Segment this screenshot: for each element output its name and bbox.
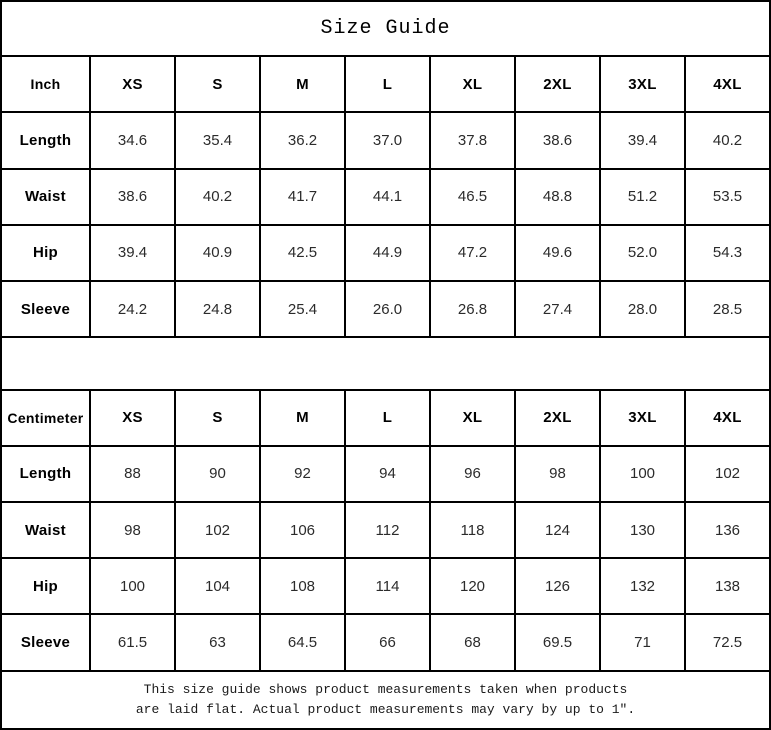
value-cell: 66 <box>345 614 430 670</box>
column-header-xl: XL <box>430 56 515 112</box>
column-header-4xl: 4XL <box>685 390 770 446</box>
value-cell: 130 <box>600 502 685 558</box>
cm-header-row <box>1 390 770 446</box>
value-cell: 27.4 <box>515 281 600 337</box>
row-label-waist: Waist <box>1 169 90 225</box>
value-cell: 71 <box>600 614 685 670</box>
column-header-2xl: 2XL <box>515 56 600 112</box>
row-label-sleeve: Sleeve <box>1 281 90 337</box>
value-cell: 49.6 <box>515 225 600 281</box>
column-header-3xl: 3XL <box>600 56 685 112</box>
table-row <box>1 169 770 225</box>
value-cell: 48.8 <box>515 169 600 225</box>
column-header-s: S <box>175 56 260 112</box>
value-cell: 100 <box>90 558 175 614</box>
value-cell: 37.0 <box>345 112 430 168</box>
value-cell: 88 <box>90 446 175 502</box>
table-row <box>1 281 770 337</box>
value-cell: 100 <box>600 446 685 502</box>
row-label-hip: Hip <box>1 558 90 614</box>
table-row <box>1 225 770 281</box>
value-cell: 106 <box>260 502 345 558</box>
value-cell: 98 <box>90 502 175 558</box>
value-cell: 39.4 <box>90 225 175 281</box>
value-cell: 53.5 <box>685 169 770 225</box>
column-header-4xl: 4XL <box>685 56 770 112</box>
table-row <box>1 502 770 558</box>
value-cell: 42.5 <box>260 225 345 281</box>
value-cell: 68 <box>430 614 515 670</box>
value-cell: 132 <box>600 558 685 614</box>
measurement-note <box>1 671 770 729</box>
row-label-waist: Waist <box>1 502 90 558</box>
value-cell: 108 <box>260 558 345 614</box>
inch-header-row <box>1 56 770 112</box>
value-cell: 102 <box>685 446 770 502</box>
row-label-length: Length <box>1 112 90 168</box>
value-cell: 64.5 <box>260 614 345 670</box>
value-cell: 51.2 <box>600 169 685 225</box>
spacer-row <box>1 337 770 389</box>
value-cell: 40.2 <box>175 169 260 225</box>
measurement-note-line1: This size guide shows product measurements taken when products <box>143 681 628 697</box>
row-label-hip: Hip <box>1 225 90 281</box>
value-cell: 124 <box>515 502 600 558</box>
column-header-s: S <box>175 390 260 446</box>
value-cell: 126 <box>515 558 600 614</box>
value-cell: 92 <box>260 446 345 502</box>
column-header-2xl: 2XL <box>515 390 600 446</box>
value-cell: 28.0 <box>600 281 685 337</box>
table-row <box>1 558 770 614</box>
value-cell: 136 <box>685 502 770 558</box>
value-cell: 112 <box>345 502 430 558</box>
column-header-l: L <box>345 56 430 112</box>
value-cell: 61.5 <box>90 614 175 670</box>
value-cell: 24.8 <box>175 281 260 337</box>
value-cell: 96 <box>430 446 515 502</box>
value-cell: 69.5 <box>515 614 600 670</box>
value-cell: 37.8 <box>430 112 515 168</box>
column-header-xl: XL <box>430 390 515 446</box>
value-cell: 26.8 <box>430 281 515 337</box>
value-cell: 46.5 <box>430 169 515 225</box>
value-cell: 38.6 <box>515 112 600 168</box>
table-row <box>1 446 770 502</box>
value-cell: 44.9 <box>345 225 430 281</box>
value-cell: 104 <box>175 558 260 614</box>
column-header-xs: XS <box>90 390 175 446</box>
value-cell: 102 <box>175 502 260 558</box>
value-cell: 40.2 <box>685 112 770 168</box>
value-cell: 120 <box>430 558 515 614</box>
value-cell: 54.3 <box>685 225 770 281</box>
column-header-m: M <box>260 56 345 112</box>
value-cell: 36.2 <box>260 112 345 168</box>
value-cell: 24.2 <box>90 281 175 337</box>
value-cell: 114 <box>345 558 430 614</box>
value-cell: 47.2 <box>430 225 515 281</box>
unit-header-inch: Inch <box>1 56 90 112</box>
row-label-sleeve: Sleeve <box>1 614 90 670</box>
row-label-length: Length <box>1 446 90 502</box>
value-cell: 39.4 <box>600 112 685 168</box>
value-cell: 26.0 <box>345 281 430 337</box>
value-cell: 35.4 <box>175 112 260 168</box>
value-cell: 138 <box>685 558 770 614</box>
value-cell: 44.1 <box>345 169 430 225</box>
value-cell: 38.6 <box>90 169 175 225</box>
value-cell: 90 <box>175 446 260 502</box>
value-cell: 28.5 <box>685 281 770 337</box>
value-cell: 63 <box>175 614 260 670</box>
value-cell: 94 <box>345 446 430 502</box>
column-header-m: M <box>260 390 345 446</box>
value-cell: 41.7 <box>260 169 345 225</box>
unit-header-centimeter: Centimeter <box>1 390 90 446</box>
value-cell: 98 <box>515 446 600 502</box>
column-header-l: L <box>345 390 430 446</box>
column-header-3xl: 3XL <box>600 390 685 446</box>
column-header-xs: XS <box>90 56 175 112</box>
value-cell: 52.0 <box>600 225 685 281</box>
value-cell: 40.9 <box>175 225 260 281</box>
page-title: Size Guide <box>1 1 770 56</box>
table-row <box>1 614 770 670</box>
value-cell: 34.6 <box>90 112 175 168</box>
table-row <box>1 112 770 168</box>
value-cell: 72.5 <box>685 614 770 670</box>
value-cell: 118 <box>430 502 515 558</box>
measurement-note-line2: are laid flat. Actual product measurements may vary by up to 1″. <box>135 701 636 717</box>
value-cell: 25.4 <box>260 281 345 337</box>
